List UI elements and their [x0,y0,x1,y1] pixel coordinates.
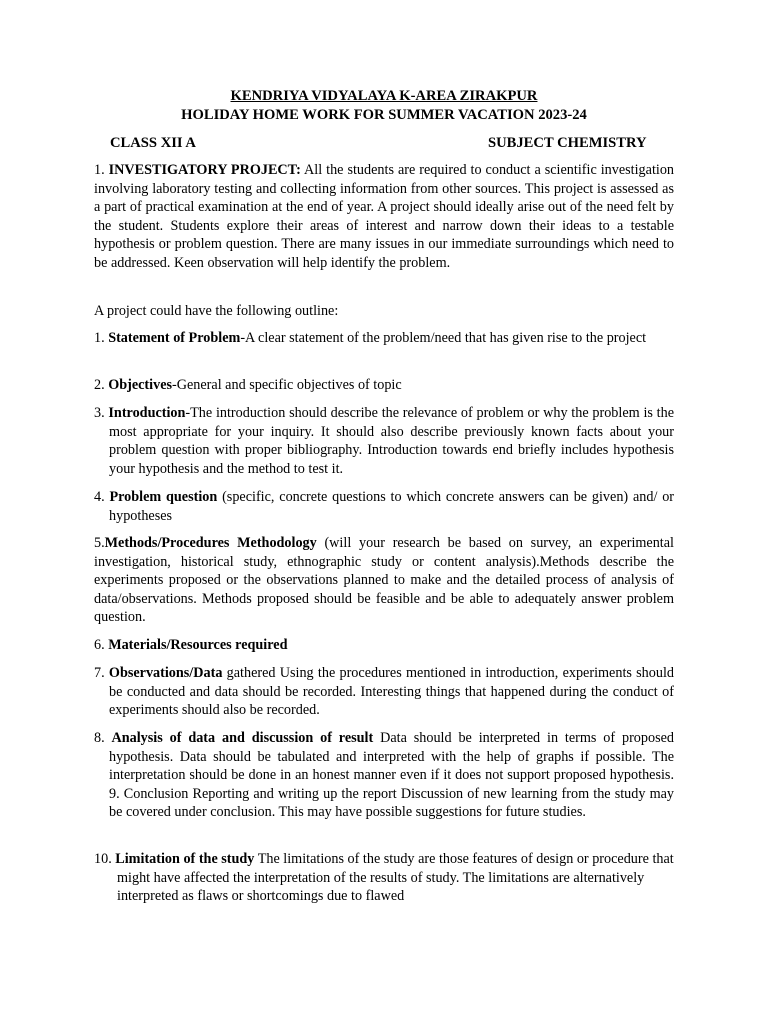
list-item-1 [94,329,674,348]
item-text: Data should be interpreted in terms of proposed hypothesis. Data should be tabulated and interpreted with the help of graphs if possible. The interpretation should be done in an honest manner even if it does not support proposed hypothesis. 9. Conclusion Reporting and writing up the report Discussion of new learning from the study may be covered under conclusion. This may have possible suggestions for future studies. [109,730,675,821]
item-number: 4. [94,489,105,505]
item-text: -A clear statement of the problem/need that has given rise to the project [240,330,647,346]
item-title: Materials/Resources required [108,637,288,653]
item-number: 1. [94,330,105,346]
document-title: HOLIDAY HOME WORK FOR SUMMER VACATION 2023-24 [181,107,587,123]
class-label: CLASS XII A [110,135,196,151]
item-title: Methods/Procedures Methodology [104,535,317,551]
list-item-6 [94,636,674,655]
item-number: 7. [94,665,105,681]
intro-paragraph [94,161,674,273]
item-title: Introduction [108,405,186,421]
item-number: 2. [94,377,105,393]
item-number: 8. [94,730,105,746]
item-number: 6. [94,637,105,653]
item-title: Limitation of the study [115,851,255,867]
item-text: -The introduction should describe the relevance of problem or why the problem is the most appropriate for your inquiry. It should also describe previously known facts about your problem question with proper bibliography. Introduction towards end briefly includes hypothesis your hypothesis and the method to test it. [109,405,674,477]
school-name: KENDRIYA VIDYALAYA K-AREA ZIRAKPUR [230,88,538,104]
list-item-5 [94,534,674,627]
list-item-4 [94,488,674,525]
item-text: The limitations of the study are those features of design or procedure that might have affected the interpretation of the results of study. The limitations are alternatively interpreted as flaws or shortcomings due to flawed [117,851,674,905]
list-item-3 [94,404,674,478]
item-text: (specific, concrete questions to which concrete answers can be given) and/ or hypotheses [109,489,675,524]
item-title: Problem question [109,489,218,505]
item-text: (will your research be based on survey, an experimental investigation, historical study, ethnographic study or content analysis).Methods describe the experiments proposed or the observations planned to make and the detailed process of analysis of data/observations. Methods proposed should be feasible and be able to adequately answer problem question. [94,535,674,626]
intro-number: 1. [94,162,105,178]
item-title: Statement of Problem [108,330,241,346]
item-text: gathered Using the procedures mentioned in introduction, experiments should be conducted and data should be recorded. Interesting things that happened during the conduct of experiments should also be recorded. [109,665,674,719]
item-number: 5. [94,535,105,551]
item-title: Analysis of data and discussion of result [111,730,374,746]
list-item-10 [94,850,677,906]
item-number: 10. [94,851,112,867]
item-text: -General and specific objectives of topic [172,377,402,393]
list-item-2 [94,376,674,395]
intro-text: All the students are required to conduct a scientific investigation involving laboratory testing and collecting information from other sources. This project is assessed as a part of practical examination at the end of year. A project should ideally arise out of the need felt by the student. Students explore their areas of interest and narrow down their ideas to a testable hypothesis or problem question. There are many issues in our immediate surroundings which need to be addressed. Keen observation will help identify the problem. [94,162,675,271]
subject-label: SUBJECT CHEMISTRY [488,135,647,151]
outline-label: A project could have the following outline: [94,303,339,319]
item-number: 3. [94,405,105,421]
item-title: Objectives [108,377,173,393]
list-item-8 [94,729,674,822]
intro-heading: INVESTIGATORY PROJECT: [108,162,301,178]
list-item-7 [94,664,674,720]
item-title: Observations/Data [108,665,223,681]
